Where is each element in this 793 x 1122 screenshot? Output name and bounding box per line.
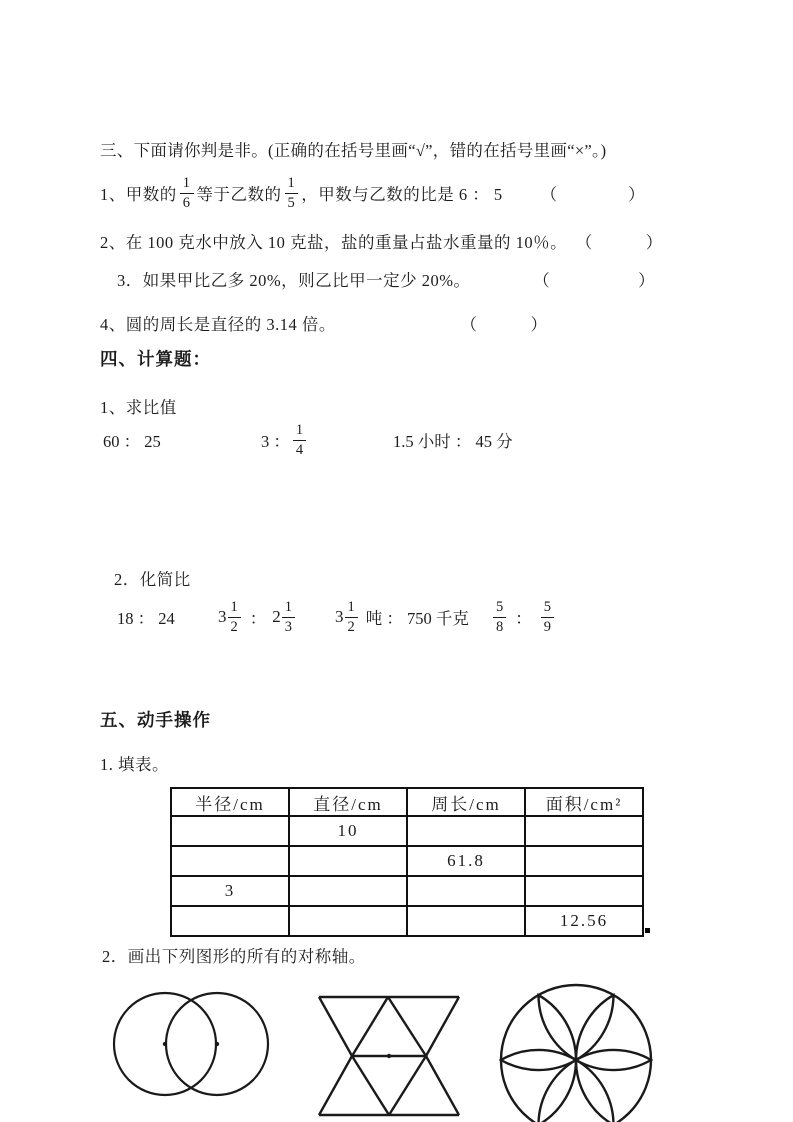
table-header-diameter: 直径/cm bbox=[289, 788, 407, 816]
numerator: 5 bbox=[493, 599, 506, 618]
table-row bbox=[171, 846, 643, 876]
table-cell bbox=[525, 816, 643, 846]
fraction-5-8 bbox=[493, 599, 506, 635]
question-1 bbox=[100, 172, 646, 214]
question-2 bbox=[100, 229, 663, 253]
section-4-heading: 四、计算题： bbox=[100, 349, 211, 369]
ratio-rest: 吨 ： 750 千克 bbox=[365, 609, 469, 628]
q3-answer-blank: （ ） bbox=[533, 271, 656, 290]
section-5-heading: 五、动手操作 bbox=[100, 710, 211, 730]
denominator: 2 bbox=[347, 618, 355, 635]
table-row bbox=[171, 906, 643, 936]
mixed-number-3-1-2 bbox=[335, 599, 361, 635]
simplify-item-fraction-ratio bbox=[490, 591, 557, 643]
numerator: 1 bbox=[228, 599, 241, 618]
question-4 bbox=[100, 311, 548, 335]
question-3 bbox=[117, 267, 656, 291]
ratio-pre: 3 ： bbox=[261, 432, 290, 451]
q2-answer-blank: （ ） bbox=[575, 233, 664, 252]
denominator: 5 bbox=[287, 194, 296, 211]
ratio-colon: ： bbox=[515, 609, 532, 628]
table-cell bbox=[171, 906, 289, 936]
table-header-radius: 半径/cm bbox=[171, 788, 289, 816]
ratio-item-3-quarter bbox=[261, 416, 309, 464]
table-cell bbox=[525, 876, 643, 906]
section-3-heading: 三、下面请你判是非。(正确的在括号里画“√”，错的在括号里画“×”。) bbox=[100, 141, 607, 160]
numerator: 1 bbox=[345, 599, 358, 618]
fraction-1-2 bbox=[345, 599, 358, 635]
table-cell bbox=[407, 876, 525, 906]
simplify-item-18-24: 18 ： 24 bbox=[117, 609, 175, 628]
denominator: 6 bbox=[182, 194, 191, 211]
mixed-number-3-1-2 bbox=[218, 599, 244, 635]
table-row bbox=[171, 876, 643, 906]
table-cell bbox=[171, 846, 289, 876]
rosette-figure bbox=[498, 982, 654, 1122]
fill-table bbox=[170, 787, 644, 937]
whole-part: 3 bbox=[335, 607, 344, 626]
draw-subtitle: 2．画出下列图形的所有的对称轴。 bbox=[102, 947, 366, 966]
numerator: 1 bbox=[282, 599, 295, 618]
denominator: 9 bbox=[543, 618, 551, 635]
table-cell bbox=[289, 876, 407, 906]
table-cell bbox=[289, 846, 407, 876]
q1-text-post: ，甲数与乙数的比是 6 ： 5 bbox=[301, 185, 503, 204]
q1-text-pre: 1、甲数的 bbox=[100, 185, 177, 204]
table-anchor-dot bbox=[645, 928, 650, 933]
table-cell: 61.8 bbox=[407, 846, 525, 876]
ratio-colon: ： bbox=[249, 609, 267, 628]
numerator: 5 bbox=[541, 599, 554, 618]
calc-subtitle-1: 1、求比值 bbox=[100, 398, 177, 417]
simplify-item-tons-kilograms bbox=[335, 591, 469, 643]
table-cell bbox=[407, 816, 525, 846]
ratio-item-60-25: 60 ： 25 bbox=[103, 432, 161, 451]
numerator: 1 bbox=[285, 175, 299, 194]
table-header-area: 面积/cm² bbox=[525, 788, 643, 816]
q2-text: 2、在 100 克水中放入 10 克盐，盐的重量占盐水重量的 10％。 bbox=[100, 233, 568, 252]
table-cell bbox=[525, 846, 643, 876]
fraction-1-4 bbox=[293, 422, 306, 458]
table-header-row bbox=[171, 788, 643, 816]
q4-answer-blank: （ ） bbox=[460, 315, 548, 334]
circles-figure bbox=[112, 988, 270, 1098]
mixed-number-2-1-3 bbox=[272, 599, 298, 635]
triangles-figure bbox=[318, 995, 460, 1117]
denominator: 2 bbox=[230, 618, 238, 635]
table-header-circumference: 周长/cm bbox=[407, 788, 525, 816]
table-subtitle: 1. 填表。 bbox=[100, 755, 169, 774]
q1-text-mid: 等于乙数的 bbox=[196, 185, 282, 204]
q4-text: 4、圆的周长是直径的 3.14 倍。 bbox=[100, 315, 336, 334]
q1-answer-blank: （ ） bbox=[540, 185, 646, 204]
numerator: 1 bbox=[293, 422, 306, 441]
denominator: 4 bbox=[295, 441, 304, 458]
table-cell: 3 bbox=[171, 876, 289, 906]
table-cell: 10 bbox=[289, 816, 407, 846]
denominator: 3 bbox=[284, 618, 292, 635]
numerator: 1 bbox=[180, 175, 194, 194]
simplify-item-mixed-fractions bbox=[218, 591, 298, 643]
fraction-1-6 bbox=[180, 175, 194, 211]
table-cell: 12.56 bbox=[525, 906, 643, 936]
denominator: 8 bbox=[496, 618, 504, 635]
ratio-item-hours-minutes: 1.5 小时 ： 45 分 bbox=[393, 432, 513, 451]
fraction-1-2 bbox=[228, 599, 241, 635]
q3-text: 3．如果甲比乙多 20%，则乙比甲一定少 20%。 bbox=[117, 271, 471, 290]
table-cell bbox=[171, 816, 289, 846]
whole-part: 2 bbox=[272, 607, 281, 626]
table-cell bbox=[407, 906, 525, 936]
calc-subtitle-2: 2．化简比 bbox=[114, 570, 191, 589]
table-cell bbox=[289, 906, 407, 936]
fraction-5-9 bbox=[541, 599, 554, 635]
table-row bbox=[171, 816, 643, 846]
whole-part: 3 bbox=[218, 607, 227, 626]
fraction-1-3 bbox=[282, 599, 295, 635]
fraction-1-5 bbox=[285, 175, 299, 211]
